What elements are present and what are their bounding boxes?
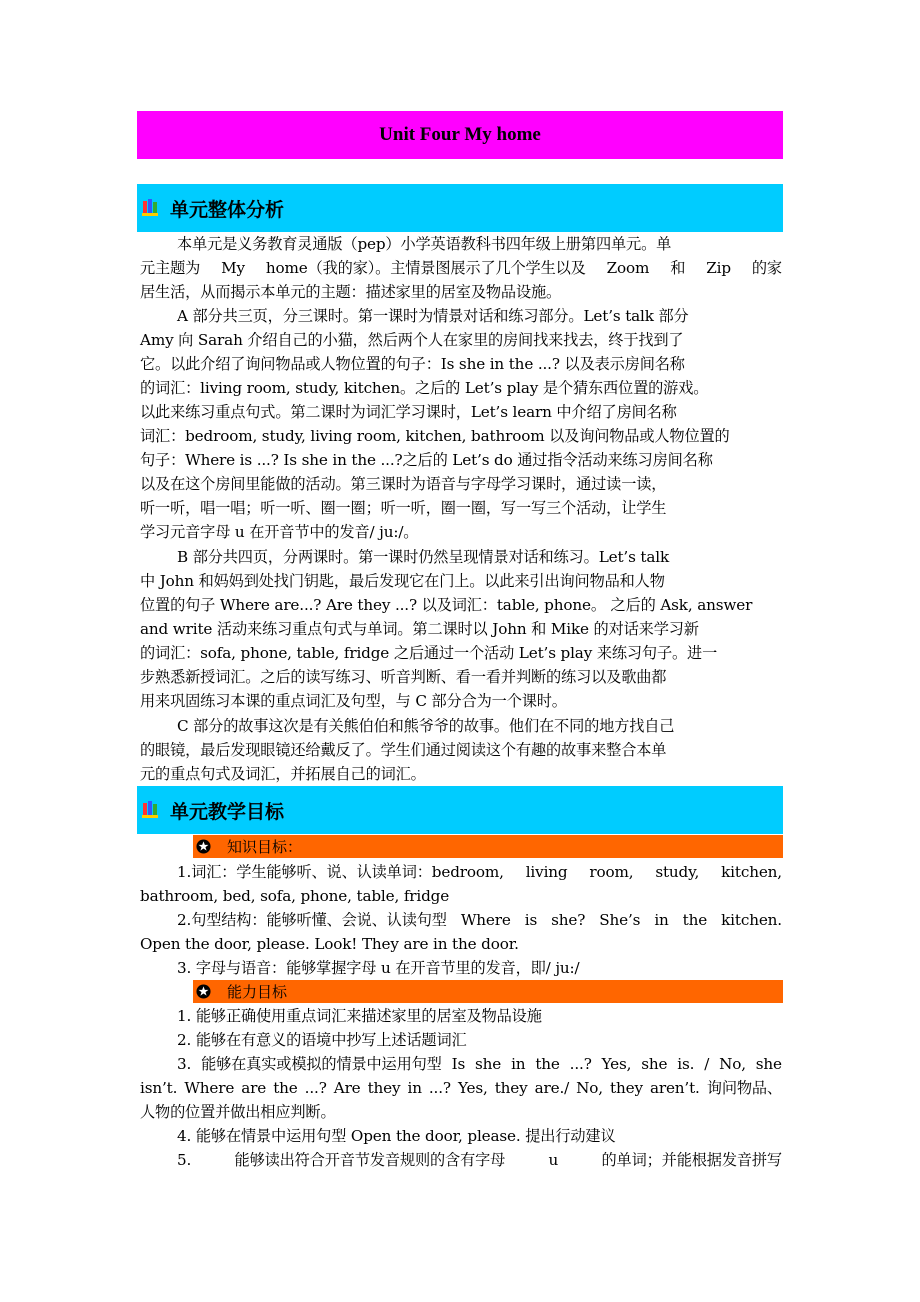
- text-line: [140, 256, 782, 280]
- ability-item-4: [140, 1124, 782, 1148]
- text-line: bathroom, bed, sofa, phone, table, fridge: [140, 887, 450, 905]
- word: Yes,: [601, 1055, 632, 1073]
- text-line: Amy 向 Sarah 介绍自己的小猫，然后两个人在家里的房间找来找去，终于找到了: [140, 331, 684, 349]
- word: she: [641, 1055, 668, 1073]
- text-line: [140, 1052, 782, 1076]
- text-line: 人物的位置并做出相应判断。: [140, 1103, 336, 1121]
- text-line: 学习元音字母 u 在开音节中的发音/ ju:/。: [140, 523, 419, 541]
- word: she?: [551, 911, 586, 929]
- analysis-paragraph-1: [140, 232, 782, 304]
- subheader-label: 能力目标: [227, 983, 288, 1001]
- section-header-objectives: [137, 786, 783, 834]
- text-line: C 部分的故事这次是有关熊伯伯和熊爷爷的故事。他们在不同的地方找自己: [177, 717, 675, 735]
- word: they: [494, 1079, 528, 1097]
- book-stack-icon: [142, 199, 158, 217]
- word: 3.: [177, 1055, 192, 1073]
- word: Are: [333, 1079, 361, 1097]
- section-title: 单元整体分析: [170, 198, 285, 221]
- word: Where: [460, 911, 511, 929]
- ability-item-1: [140, 1004, 782, 1028]
- book-stack-icon: [142, 801, 158, 819]
- word: home（我的家）。主情景图展示了几个学生以及: [265, 259, 586, 277]
- word: she: [475, 1055, 502, 1073]
- word: 的家: [751, 259, 782, 277]
- word: room,: [589, 863, 634, 881]
- word: 的单词；并能根据发音拼写: [601, 1151, 782, 1169]
- word: living: [525, 863, 568, 881]
- knowledge-item-3: [140, 956, 782, 980]
- text-line: 1. 能够正确使用重点词汇来描述家里的居室及物品设施: [177, 1007, 542, 1025]
- text-line: 4. 能够在情景中运用句型 Open the door, please. 提出行动建议: [177, 1127, 616, 1145]
- word: she: [755, 1055, 782, 1073]
- knowledge-item-1: [140, 860, 782, 908]
- analysis-paragraph-4: [140, 714, 782, 786]
- text-line: 以及在这个房间里能做的活动。第三课时为语音与字母学习课时，通过读一读，: [140, 475, 667, 493]
- text-line: 听一听，唱一唱；听一听、圈一圈；听一听，圈一圈，写一写三个活动，让学生: [140, 499, 667, 517]
- text-line: B 部分共四页，分两课时。第一课时仍然呈现情景对话和练习。Let’s talk: [177, 548, 670, 566]
- analysis-paragraph-2: [140, 304, 782, 544]
- word: are./: [534, 1079, 570, 1097]
- text-line: 它。以此介绍了询问物品或人物位置的句子：Is she in the ...? 以及表示房间名称: [140, 355, 685, 373]
- word: in: [654, 911, 669, 929]
- word: ...?: [569, 1055, 592, 1073]
- text-line: 以此来练习重点句式。第二课时为词汇学习课时，Let’s learn 中介绍了房间名称: [140, 403, 677, 421]
- text-line: [140, 1148, 782, 1172]
- unit-title: Unit Four My home: [379, 124, 541, 145]
- word: they: [367, 1079, 401, 1097]
- ability-item-3: [140, 1052, 782, 1124]
- word: She’s: [599, 911, 641, 929]
- subheader-ability: [193, 980, 783, 1003]
- word: in: [407, 1079, 422, 1097]
- subheader-label: 知识目标：: [227, 838, 303, 856]
- word: Zip: [706, 259, 731, 277]
- word: are: [241, 1079, 267, 1097]
- word: they: [610, 1079, 643, 1097]
- knowledge-item-2: [140, 908, 782, 956]
- star-circle-icon: [196, 839, 211, 854]
- text-line: 的词汇：living room, study, kitchen。之后的 Let’s play 是个猜东西位置的游戏。: [140, 379, 709, 397]
- word: kitchen,: [721, 863, 782, 881]
- word: u: [548, 1151, 559, 1169]
- word: the: [682, 911, 708, 929]
- star-circle-icon: [196, 984, 211, 999]
- text-line: 步熟悉新授词汇。之后的读写练习、听音判断、看一看并判断的练习以及歌曲都: [140, 668, 667, 686]
- section-title: 单元教学目标: [170, 800, 285, 823]
- text-line: and write 活动来练习重点句式与单词。第二课时以 John 和 Mike 的对话来学习新: [140, 620, 699, 638]
- word: Is: [451, 1055, 466, 1073]
- text-line: 词汇：bedroom, study, living room, kitchen, bathroom 以及询问物品或人物位置的: [140, 427, 730, 445]
- word: Yes,: [457, 1079, 488, 1097]
- word: 2.句型结构：能够听懂、会说、认读句型: [177, 911, 447, 929]
- text-line: [140, 908, 782, 932]
- word: 能够在真实或模拟的情景中运用句型: [201, 1055, 442, 1073]
- text-line: A 部分共三页，分三课时。第一课时为情景对话和练习部分。Let’s talk 部分: [177, 307, 689, 325]
- word: in: [511, 1055, 526, 1073]
- analysis-paragraph-3: [140, 545, 782, 713]
- word: is.: [677, 1055, 695, 1073]
- unit-title-banner: [137, 111, 783, 159]
- word: Zoom: [606, 259, 650, 277]
- word: No,: [719, 1055, 746, 1073]
- subheader-knowledge: [193, 835, 783, 858]
- word: aren’t.: [649, 1079, 700, 1097]
- word: Where: [184, 1079, 235, 1097]
- word: ...?: [304, 1079, 327, 1097]
- word: 询问物品、: [706, 1079, 782, 1097]
- text-line: 的眼镜，最后发现眼镜还给戴反了。学生们通过阅读这个有趣的故事来整合本单: [140, 741, 667, 759]
- text-line: 的词汇：sofa, phone, table, fridge 之后通过一个活动 Let’s play 来练习句子。进一: [140, 644, 718, 662]
- word: 本单元是义务教育灵通版（pep）小学英语教科书四年级上册第四单元。单: [177, 235, 672, 253]
- text-line: 句子：Where is ...? Is she in the ...?之后的 Let’s do 通过指令活动来练习房间名称: [140, 451, 713, 469]
- word: 和: [670, 259, 686, 277]
- word: /: [704, 1055, 710, 1073]
- text-line: 位置的句子 Where are...? Are they ...? 以及词汇：table, phone。 之后的 Ask, answer: [140, 596, 753, 614]
- text-line: 元的重点句式及词汇，并拓展自己的词汇。: [140, 765, 426, 783]
- word: 能够读出符合开音节发音规则的含有字母: [234, 1151, 506, 1169]
- text-line: [140, 232, 782, 256]
- text-line: 3. 字母与语音：能够掌握字母 u 在开音节里的发音，即/ ju:/: [177, 959, 580, 977]
- word: 5.: [177, 1151, 192, 1169]
- word: kitchen.: [721, 911, 782, 929]
- text-line: 居生活，从而揭示本单元的主题：描述家里的居室及物品设施。: [140, 283, 562, 301]
- word: 1.词汇：学生能够听、说、认读单词：bedroom,: [177, 863, 504, 881]
- word: No,: [576, 1079, 603, 1097]
- word: My: [221, 259, 245, 277]
- word: the: [273, 1079, 298, 1097]
- text-line: 用来巩固练习本课的重点词汇及句型，与 C 部分合为一个课时。: [140, 692, 567, 710]
- text-line: Open the door, please. Look! They are in the door.: [140, 935, 519, 953]
- word: study,: [655, 863, 700, 881]
- text-line: [140, 1076, 782, 1100]
- ability-item-2: [140, 1028, 782, 1052]
- ability-item-5: [140, 1148, 782, 1172]
- text-line: 2. 能够在有意义的语境中抄写上述话题词汇: [177, 1031, 467, 1049]
- word: the: [535, 1055, 560, 1073]
- word: is: [524, 911, 538, 929]
- word: ...?: [428, 1079, 451, 1097]
- text-line: [140, 860, 782, 884]
- section-header-analysis: [137, 184, 783, 232]
- word: isn’t.: [140, 1079, 178, 1097]
- text-line: 中 John 和妈妈到处找门钥匙，最后发现它在门上。以此来引出询问物品和人物: [140, 572, 665, 590]
- word: 元主题为: [140, 259, 201, 277]
